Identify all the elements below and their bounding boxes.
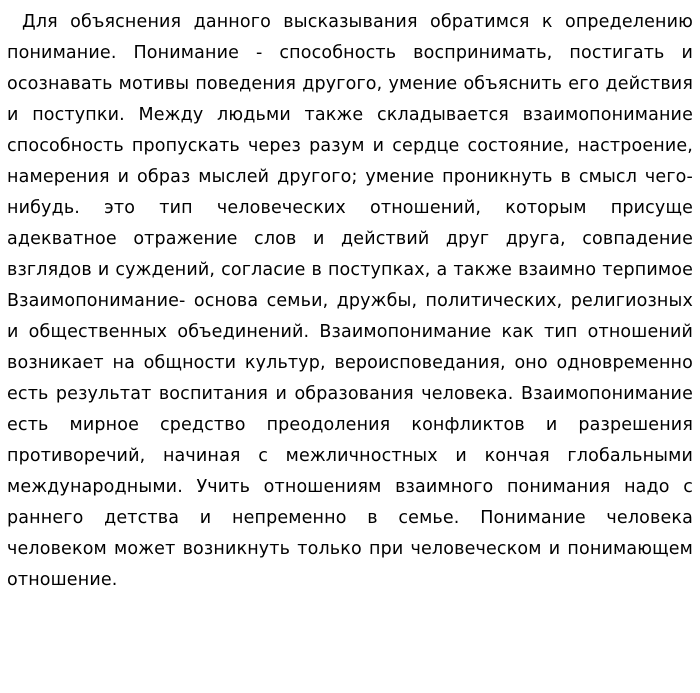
document-body [7, 7, 693, 596]
essay-paragraph: Для объяснения данного высказывания обратимся к определению понимание. Понимание - способность воспринимать, постигать и осознавать мотивы поведения другого, умение объяснить его действия и поступки. Между людьми также складывается взаимопонимание способность пропускать через разум и сердце состояние, настроение, намерения и образ мыслей другого; умение проникнуть в смысл чего-нибудь. это тип человеческих отношений, которым присуще адекватное отражение слов и действий друг друга, совпадение взглядов и суждений, согласие в поступках, а также взаимно терпимое Взаимопонимание- основа семьи, дружбы, политических, религиозных и общественных объединений. Взаимопонимание как тип отношений возникает на общности культур, вероисповедания, оно одновременно есть результат воспитания и образования человека. Взаимопонимание есть мирное средство преодоления конфликтов и разрешения противоречий, начиная с межличностных и кончая глобальными международными. Учить отношениям взаимного понимания надо с раннего детства и непременно в семье. Понимание человека человеком может возникнуть только при человеческом и понимающем отношение. [7, 12, 693, 590]
